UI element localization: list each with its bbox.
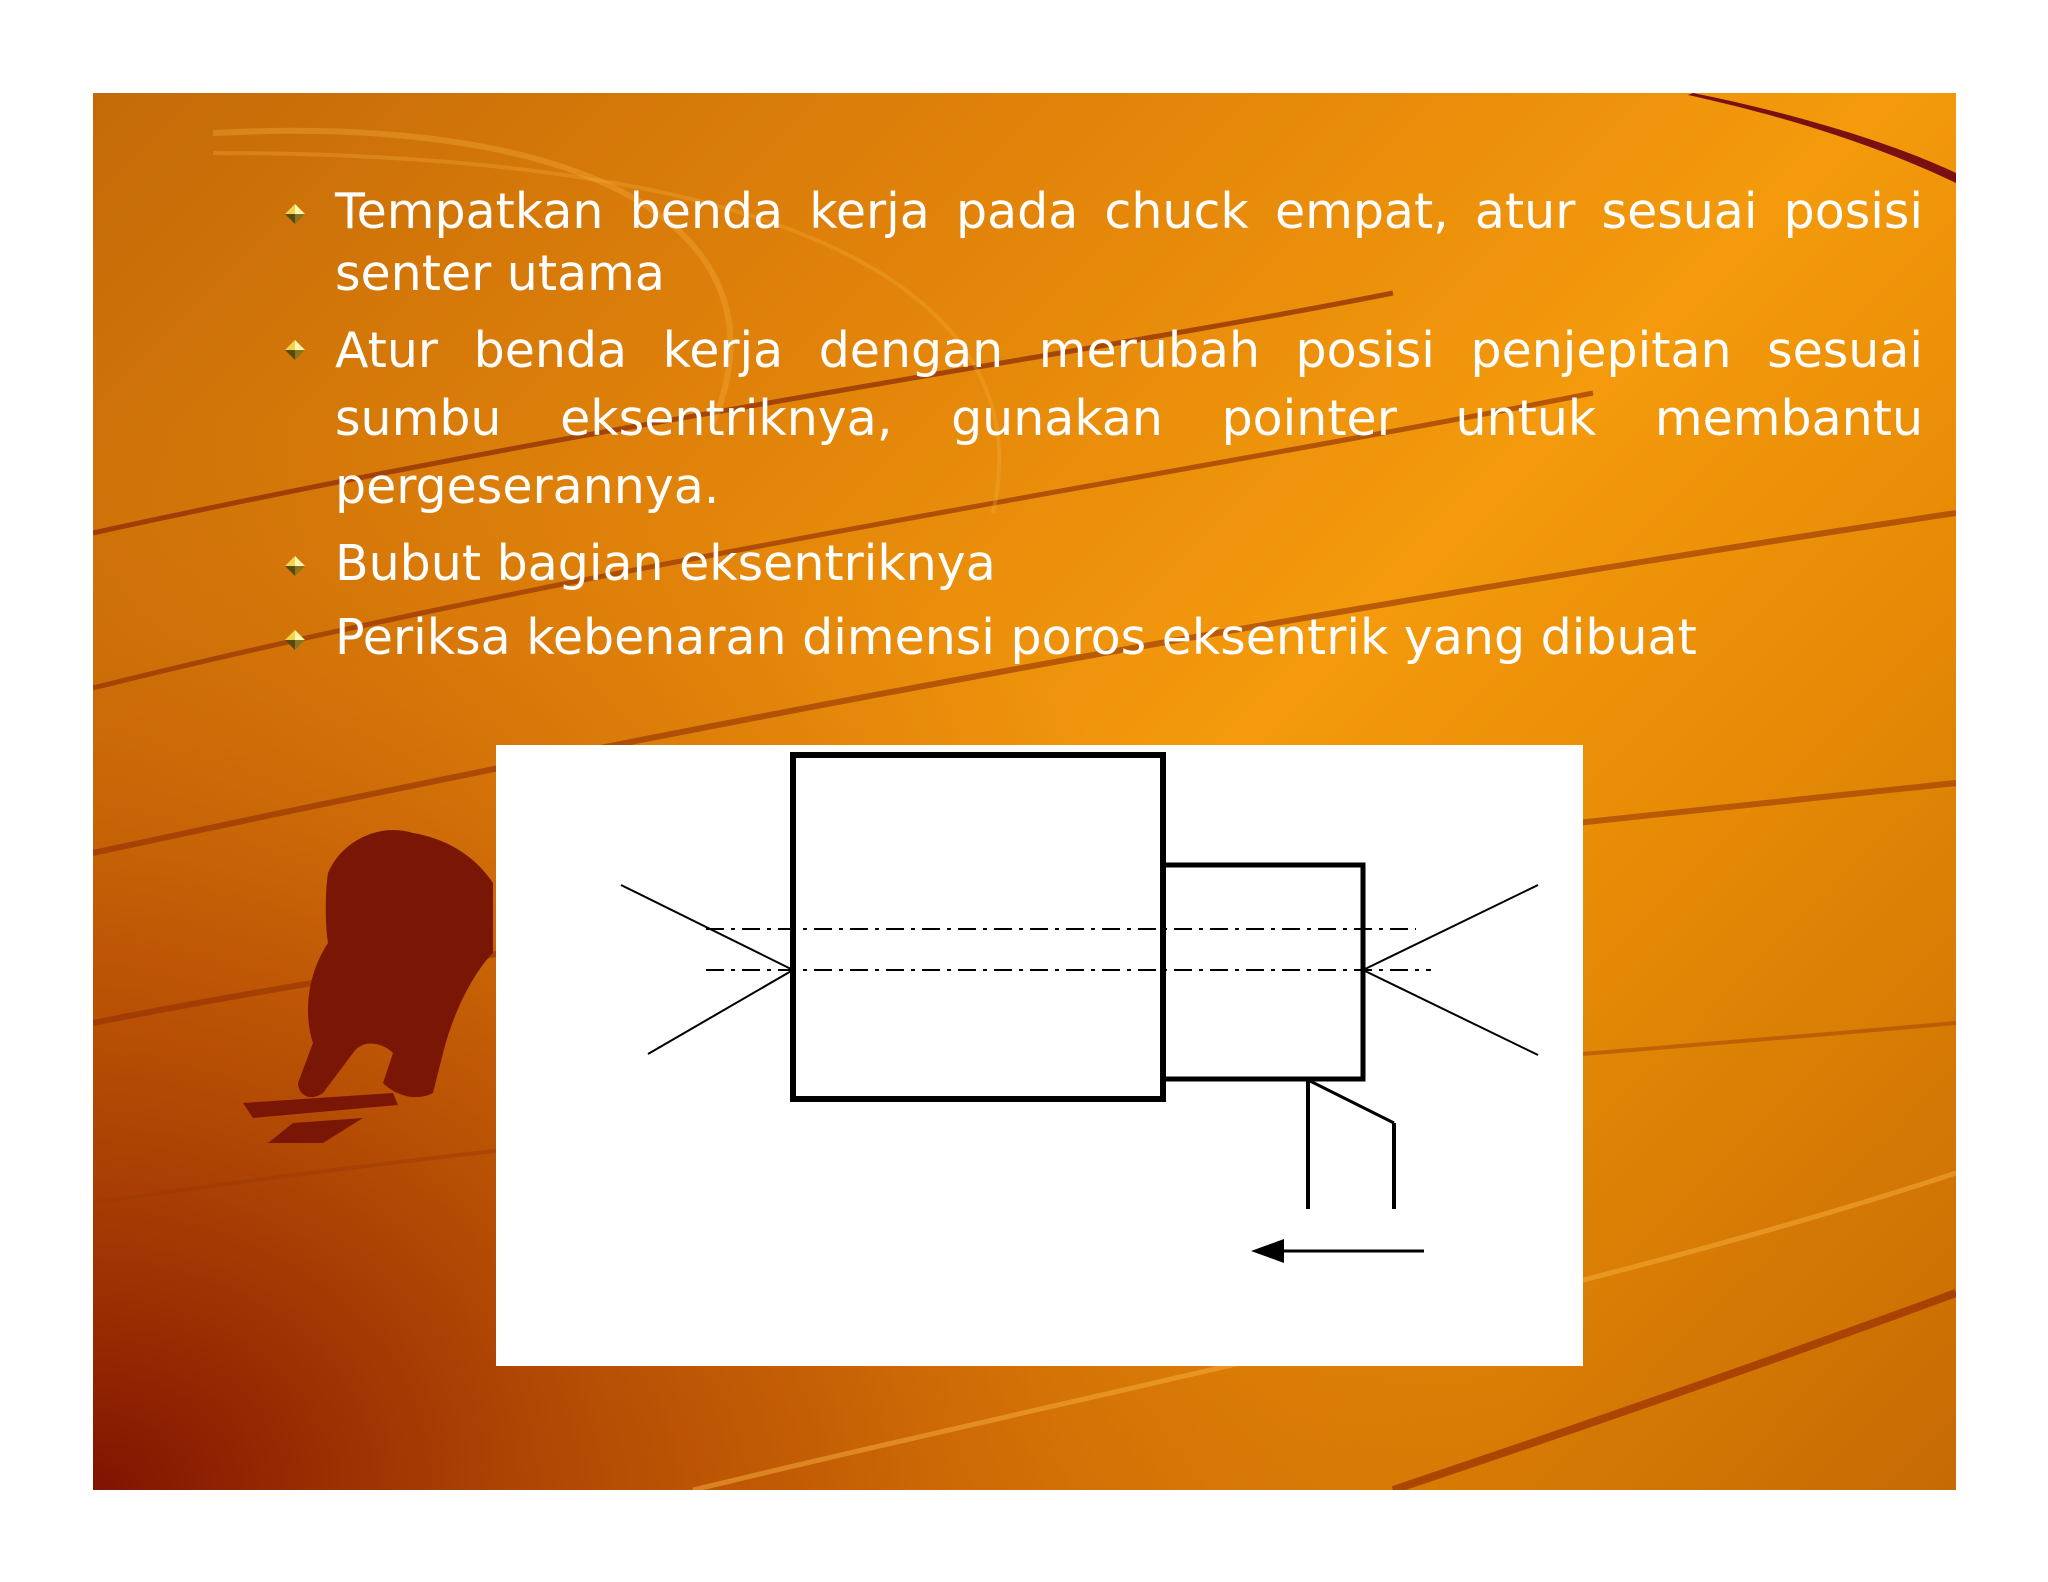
- bullet-text: Tempatkan benda kerja pada chuck empat, atur sesuai posisi senter utama: [335, 183, 1923, 302]
- bullet-list: [273, 181, 1923, 681]
- slide: [93, 93, 1956, 1490]
- eccentric-shaft-figure: [496, 745, 1583, 1366]
- shaft-eccentric-section: [1163, 865, 1363, 1079]
- bullet-text: Bubut bagian eksentriknya: [335, 535, 996, 592]
- bullet-text: Periksa kebenaran dimensi poros eksentrik yang dibuat: [335, 609, 1697, 666]
- eccentric-turning-diagram-icon: [496, 745, 1583, 1366]
- diamond-bullet-icon: [283, 628, 307, 652]
- diamond-bullet-icon: [283, 554, 307, 578]
- bullet-item: [273, 317, 1923, 521]
- diamond-bullet-icon: [283, 202, 307, 226]
- bullet-item: [273, 181, 1923, 305]
- diamond-bullet-icon: [283, 338, 307, 362]
- bullet-item: [273, 607, 1923, 669]
- shaft-main-body: [793, 755, 1163, 1099]
- bullet-item: [273, 533, 1923, 595]
- bullet-text: Atur benda kerja dengan merubah posisi penjepitan sesuai sumbu eksentriknya, gunakan pointer untuk membantu pergeserannya.: [335, 322, 1923, 515]
